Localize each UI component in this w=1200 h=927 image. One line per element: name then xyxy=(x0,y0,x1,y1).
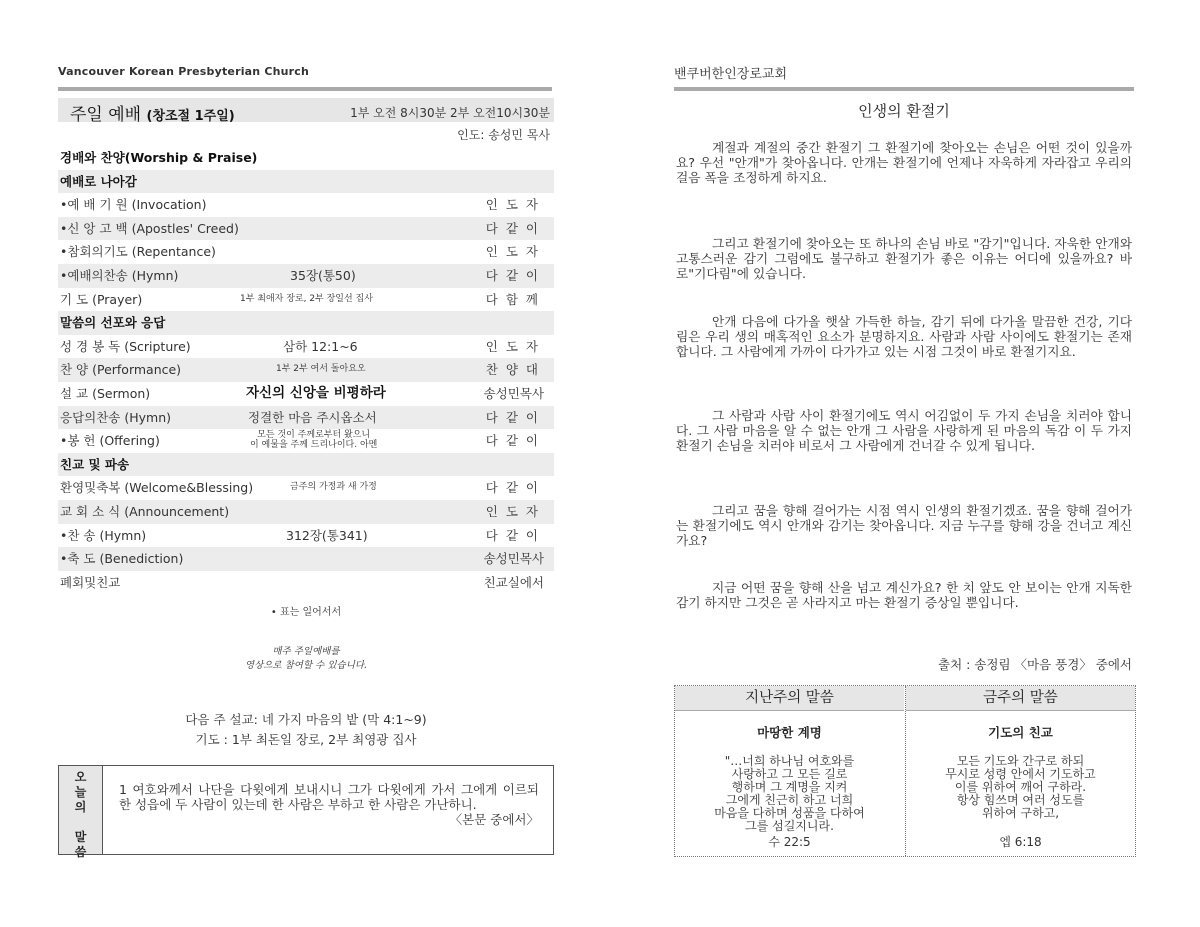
worship-order-row xyxy=(58,217,554,241)
next-week-info xyxy=(58,710,554,750)
last-week-text: "…너희 하나님 여호와를 사랑하고 그 모든 길로 행하며 그 계명을 지켜 그에게 친근히 하고 너희 마음을 다하며 성품을 다하여 그를 섬길지니라. xyxy=(714,754,865,833)
worship-order-row xyxy=(58,524,554,548)
worship-order-detail: 삼하 12:1~6 xyxy=(283,338,358,354)
worship-order-row xyxy=(58,500,554,524)
worship-leader: 인도: 송성민 목사 xyxy=(457,128,550,142)
last-week-verse xyxy=(675,686,904,856)
last-week-heading: 지난주의 말씀 xyxy=(675,686,904,711)
essay-paragraph: 그리고 환절기에 찾아오는 또 하나의 손님 바로 "감기"입니다. 자욱한 안개와 고통스러운 감기 그럼에도 불구하고 환절기가 좋은 이유는 어디에 있을까요? 바로"기다림"에 있습니다. xyxy=(676,236,1132,281)
essay-paragraph: 그리고 꿈을 향해 걸어가는 시점 역시 인생의 환절기겠죠. 꿈을 향해 걸어가는 환절기에도 역시 안개와 감기는 찾아옵니다. 지금 누구를 향해 강을 건너고 계신가요? xyxy=(676,503,1132,548)
worship-order-item: •예 배 기 원 (Invocation) xyxy=(60,197,207,213)
worship-order-item: 친교 및 파송 xyxy=(60,456,130,472)
essay-paragraph: 안개 다음에 다가올 햇살 가득한 하늘, 감기 뒤에 다가올 말끔한 건강, 기다림은 우리 생의 매혹적인 요소가 분명하지요. 사람과 사람 사이에도 환절기는 존재합니다. 그 사람에게 가까이 다가가고 있는 시점 그것이 바로 환절기지요. xyxy=(676,314,1132,359)
this-week-text: 모든 기도와 간구로 하되 무시로 성령 안에서 기도하고 이를 위하여 깨어 구하라. 항상 힘쓰며 여러 성도를 위하여 구하고, xyxy=(945,754,1096,820)
worship-order-row xyxy=(58,429,554,453)
worship-order-leader: 인도자 xyxy=(485,244,546,260)
church-name-korean: 밴쿠버한인장로교회 xyxy=(674,67,788,82)
worship-order-item: 기 도 (Prayer) xyxy=(60,291,143,307)
online-worship-note xyxy=(58,645,554,673)
essay-paragraph: 지금 어떤 꿈을 향해 산을 넘고 계신가요? 한 치 앞도 안 보이는 안개 지독한 감기 하지만 그것은 곧 사라지고 마는 환절기 증상일 뿐입니다. xyxy=(676,580,1132,610)
worship-order-detail: 정결한 마음 주시옵소서 xyxy=(248,409,377,425)
worship-order-item: •축 도 (Benediction) xyxy=(60,551,184,567)
worship-order-row xyxy=(58,311,554,335)
worship-order-item: 성 경 봉 독 (Scripture) xyxy=(60,338,191,354)
todays-word-box xyxy=(58,765,554,859)
todays-word-verse: 1 여호와께서 나단을 다윗에게 보내시니 그가 다윗에게 가서 그에게 이르되 한 성읍에 두 사람이 있는데 한 사람은 부하고 한 사람은 가난하니. xyxy=(119,782,539,812)
worship-season: (창조절 1주일) xyxy=(146,109,235,124)
online-worship-line-2: 영상으로 참여할 수 있습니다. xyxy=(244,660,368,671)
worship-order-row xyxy=(58,382,554,406)
worship-order-row xyxy=(58,547,554,571)
worship-title-bar xyxy=(58,98,554,125)
worship-order-row xyxy=(58,476,554,500)
worship-order-leader: 인도자 xyxy=(485,503,546,519)
worship-order-item: 예배로 나아감 xyxy=(60,173,137,189)
worship-order-detail: 자신의 신앙을 비평하라 xyxy=(246,384,386,401)
worship-order-row xyxy=(58,406,554,430)
worship-title xyxy=(70,100,235,125)
worship-order-item: 설 교 (Sermon) xyxy=(60,385,151,401)
church-name-english: Vancouver Korean Presbyterian Church xyxy=(58,65,310,78)
worship-order-item: •봉 헌 (Offering) xyxy=(60,433,160,449)
worship-order-leader: 다같이 xyxy=(485,409,546,425)
worship-order-leader: 송성민목사 xyxy=(483,385,544,401)
worship-order-row xyxy=(58,288,554,312)
worship-order-row xyxy=(58,358,554,382)
worship-order-row xyxy=(58,335,554,359)
worship-order-leader: 다같이 xyxy=(485,480,546,496)
worship-order-item: 말씀의 선포와 응답 xyxy=(60,315,166,331)
header-rule xyxy=(674,87,1134,91)
worship-order-row xyxy=(58,240,554,264)
essay-title: 인생의 환절기 xyxy=(858,102,950,120)
worship-order-row xyxy=(58,170,554,194)
worship-order-row xyxy=(58,453,554,477)
this-week-title: 기도의 친교 xyxy=(988,725,1053,740)
worship-title-text: 주일 예배 xyxy=(70,105,142,125)
worship-order-detail: 312장(통341) xyxy=(286,527,368,543)
worship-order-leader: 다같이 xyxy=(485,527,546,543)
last-week-title: 마땅한 계명 xyxy=(757,725,822,740)
worship-order-item: 환영및축복 (Welcome&Blessing) xyxy=(60,480,254,496)
essay-paragraph: 그 사람과 사람 사이 환절기에도 역시 어김없이 두 가지 손님을 치러야 합니다. 그 사람 마음을 알 수 없는 안개 그 사람을 사랑하게 된 마음의 독감 이 두 가지 환절기 손님을 치러야 비로서 그 사람에게 건너갈 수 있게 됩니다. xyxy=(676,408,1132,453)
todays-word-text xyxy=(119,782,539,827)
worship-order-item: 응답의찬송 (Hymn) xyxy=(60,409,171,425)
essay-paragraph: 계절과 계절의 중간 환절기 그 환절기에 찾아오는 손님은 어떤 것이 있을까요? 우선 "안개"가 찾아옵니다. 안개는 환절기에 언제나 자욱하게 자라잡고 우리의 걸음 폭을 조정하게 하지요. xyxy=(676,140,1132,185)
worship-order-row xyxy=(58,193,554,217)
stand-note: • 표는 일어서서 xyxy=(270,607,342,618)
worship-order-leader: 인도자 xyxy=(485,338,546,354)
worship-order-detail: 모든 것이 주께로부터 왔으니 이 예물을 주께 드리나이다. 아멘 xyxy=(250,430,378,451)
worship-order-leader: 인도자 xyxy=(485,197,546,213)
this-week-heading: 금주의 말씀 xyxy=(906,686,1135,711)
worship-order-detail: 1부 최애자 장로, 2부 장일선 집사 xyxy=(240,293,373,304)
service-times: 1부 오전 8시30분 2부 오전10시30분 xyxy=(350,106,550,120)
worship-order-item: •찬 송 (Hymn) xyxy=(60,527,147,543)
worship-order-detail: 금주의 가정과 새 가정 xyxy=(290,482,377,493)
worship-order-item: 경배와 찬양(Worship & Praise) xyxy=(60,150,258,165)
worship-order-leader: 다같이 xyxy=(485,433,546,449)
worship-order-leader: 송성민목사 xyxy=(483,551,544,567)
worship-order-detail: 1부 2부 여서 돌아요오 xyxy=(276,364,366,375)
worship-order-leader: 찬양대 xyxy=(485,362,546,378)
weekly-verses-box xyxy=(674,685,1136,857)
essay-source: 출처 : 송정림 〈마음 풍경〉 중에서 xyxy=(938,657,1132,672)
worship-order-item: •신 앙 고 백 (Apostles' Creed) xyxy=(60,220,239,236)
worship-order-row xyxy=(58,146,554,170)
worship-order-item: 폐회및친교 xyxy=(60,574,121,590)
worship-order-item: •예배의찬송 (Hymn) xyxy=(60,267,179,283)
online-worship-line-1: 매주 주일예배를 xyxy=(272,646,340,657)
worship-order-leader: 다함께 xyxy=(485,291,546,307)
worship-order-leader: 친교실에서 xyxy=(483,574,544,590)
worship-order-leader: 다같이 xyxy=(485,220,546,236)
last-week-reference: 수 22:5 xyxy=(768,835,811,849)
worship-order-row xyxy=(58,571,554,595)
this-week-verse xyxy=(905,686,1135,856)
worship-order-item: •참회의기도 (Repentance) xyxy=(60,244,216,260)
this-week-reference: 엡 6:18 xyxy=(999,835,1042,849)
worship-order-item: 교 회 소 식 (Announcement) xyxy=(60,503,230,519)
todays-word-label: 오 늘 의 말 씀 xyxy=(59,766,103,854)
header-rule xyxy=(58,87,552,91)
worship-order-item: 찬 양 (Performance) xyxy=(60,362,182,378)
worship-order-detail: 35장(통50) xyxy=(290,267,356,283)
next-sermon: 다음 주 설교: 네 가지 마음의 밭 (막 4:1~9) xyxy=(185,712,427,727)
order-of-worship xyxy=(58,146,554,594)
worship-order-row xyxy=(58,264,554,288)
todays-word-source: 〈본문 중에서〉 xyxy=(449,812,539,827)
worship-order-leader: 다같이 xyxy=(485,267,546,283)
next-prayer: 기도 : 1부 최돈일 장로, 2부 최영광 집사 xyxy=(195,732,417,747)
